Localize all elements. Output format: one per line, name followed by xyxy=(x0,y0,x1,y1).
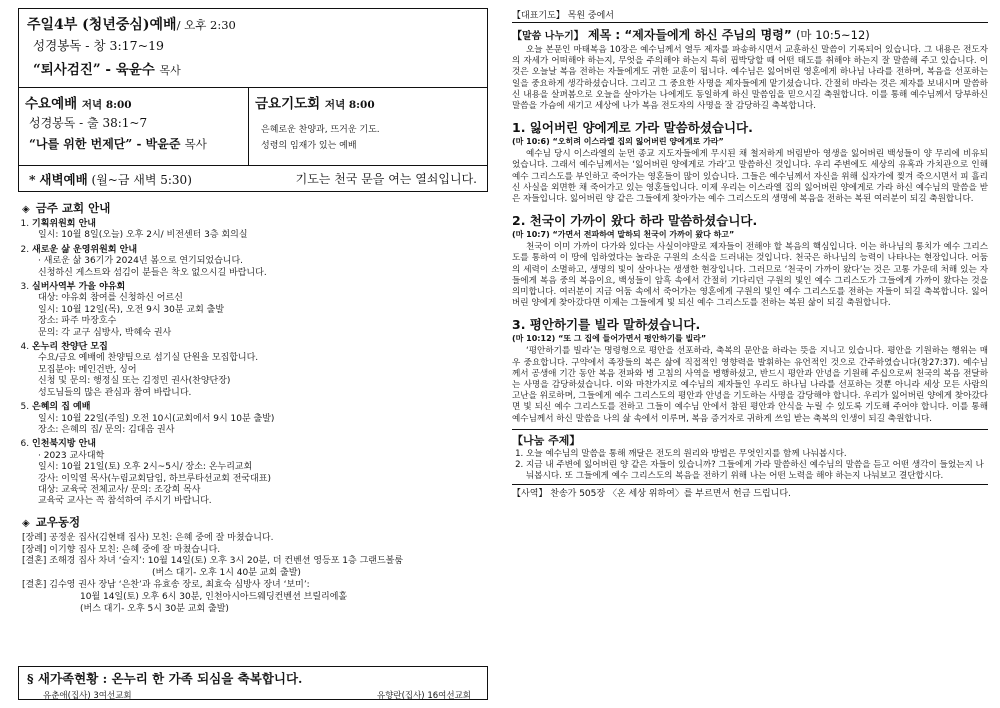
news-item xyxy=(32,439,488,507)
sunday-sermon-title: “퇴사검진” - 육윤수 xyxy=(33,62,155,78)
message-heading xyxy=(512,26,988,43)
sermon-points xyxy=(512,118,988,425)
dawn-service xyxy=(18,166,488,192)
news-item-detail: 신청 및 문의: 행정실 또는 김정민 권사(찬양단장) xyxy=(38,376,231,387)
new-family-box xyxy=(18,666,488,700)
member-news-row: [결혼] 김수영 권사 장남 ‘은찬’과 유효송 장로, 최효숙 심방사 장녀 ‘보미’: xyxy=(22,579,310,590)
news-list xyxy=(18,219,488,508)
friday-desc-2: 성령의 임재가 있는 예배 xyxy=(261,141,357,151)
new-family-member: 유향란(집사) 16여선교회 xyxy=(376,691,471,700)
news-item xyxy=(32,245,488,279)
sermon-point-body: ‘평안하기를 빌라’는 명령형으로 평안을 선포하라, 축복의 문안을 하라는 뜻을 지니고 있습니다. 평안을 기원하는 행위는 매우 중요합니다. 구약에서 족장들의 복은 삶에 직접적인 영향력을 발휘하는 유언적인 것으로 간주하였습니다(창27:37). 예수님께서 공생애 기간 동안 복음 전파와 병 고침의 사역을 병행하셨고, 반드시 평안과 안녕을 기원해 주십으로써 천국의 복음 전달하는 사명을 감당하셨습니다. 이와 마찬가지로 예수님의 제자들인 우리도 하나님 나라를 선포하는 것뿐 아니라 세상 모든 사람의 고난을 위로하며, 그들에게 예수 그리스도의 평안과 안녕을 기도하는 사명을 감당해야 합니다. 우리가 잃어버린 양에게 찾아갔다면 빛 되신 예수 그리스도를 전하고 그들이 예수님 안에서 참된 평안과 안식을 누릴 수 있도록 기도해 주어야 합니다. 이를 통해 예수님께서 하신 말씀을 나의 삶 속에서 이루며, 복음 증거자로 귀하게 쓰임 받는 축복의 인생이 되길 축원합니다. xyxy=(512,346,988,424)
message-label: 【말씀 나누기】 xyxy=(512,31,584,42)
news-item-detail: 일시: 10월 22일(주일) 오전 10시(교회에서 9시 10분 출발) xyxy=(38,413,275,424)
members-heading: ◈ 교우동정 xyxy=(22,514,81,529)
bulletin-right-panel xyxy=(512,8,988,700)
dawn-service-title: 새벽예배 xyxy=(39,171,88,187)
dawn-service-time: (월~금 새벽 5:30) xyxy=(91,172,192,187)
news-item-detail: 대상: 교육국 전체교사/ 문의: 조강희 목사 xyxy=(38,484,201,495)
news-item-detail: 일시: 10월 12일(목), 오전 9시 30분 교회 출발 xyxy=(38,304,225,315)
news-item-detail: 강사: 이익열 목사(누림교회담임, 하브루타선교회 전국대표) xyxy=(38,473,272,484)
wednesday-service-title: 수요예배 xyxy=(25,96,78,112)
wednesday-reading: 성경봉독 - 출 38:1~7 xyxy=(29,116,148,130)
sunday-reading: 성경봉독 - 창 3:17~19 xyxy=(33,38,164,53)
news-item-detail: 일시: 10월 21일(토) 오후 2시~5시/ 장소: 온누리교회 xyxy=(38,462,253,473)
sunday-service-time: / 오후 2:30 xyxy=(176,18,236,32)
discussion-list xyxy=(512,449,988,482)
news-item-detail: 장소: 은혜의 집/ 문의: 김대음 권사 xyxy=(38,424,175,435)
news-item-title: 2. 새로운 삶 운영위원회 안내 xyxy=(32,244,138,255)
weekday-services xyxy=(18,88,488,166)
sermon-point-body: 천국이 이미 가까이 다가와 있다는 사실이야말로 제자들이 전해야 할 복음의 핵심입니다. 이는 하나님의 통치가 예수 그리스도를 통하여 이 땅에 임하였다는 놀라운 구원의 소식을 드러내는 것입니다. 천국은 하나님의 능력이 나타나는 현장입니다. 어둠의 세력이 소멸하고, 생명의 빛이 살아나는 생생한 현장입니다. 그러므로 ‘천국이 가까이 왔다’는 것은 고통 가운데 처해 있는 자들에게 복음 중의 복음이요, 백성들이 암흑 속에서 간절히 기다리던 구원의 빛인 예수 그리스도가 그들에게 가까이 왔다는 것을 의미합니다. 여러분이 지금 어둠 속에서 죽어가는 영혼에게 구원의 빛인 예수 그리스도를 전하는 자들이 되길 축복합니다. 잃어버린 양에게 찾아갔다면 이제는 그들에게 빛 되신 예수 그리스도를 전하는 복된 삶이 되길 축원합니다. xyxy=(512,242,988,309)
sunday-service-title xyxy=(27,14,479,34)
sermon-point-verse: (마 10:7) “가면서 전파하여 말하되 천국이 가까이 왔다 하고” xyxy=(512,230,735,240)
bulletin-left-panel xyxy=(18,8,488,700)
member-news-row: [장례] 공정운 집사(김현태 집사) 모친: 은혜 중에 잘 마쳤습니다. xyxy=(22,532,274,543)
discussion-item: 2. 지금 내 주변에 잃어버린 양 같은 자들이 있습니까? 그들에게 가라 말씀하신 예수님의 말씀을 듣고 어떤 생각이 들었는지 나눠봅시다. 또 그들에게 예수 그리스도의 복음을 전하기 위해 나는 어떤 노력을 해야 하는지 나눠보고 결단합시다. xyxy=(526,460,988,482)
sunday-service-box xyxy=(18,8,488,88)
member-news-row: 10월 14일(토) 오후 6시 30분, 인천아시아드웨딩컨벤션 브릴리에홀 xyxy=(80,591,348,602)
discussion-item: 1. 오늘 예수님의 말씀을 통해 깨달은 전도의 원리와 방법은 무엇인지를 함께 나눠봅시다. xyxy=(526,449,988,460)
offering-text: 찬송가 505장 〈온 세상 위하여〉를 부르면서 헌금 드립니다. xyxy=(550,488,791,499)
sermon-point-verse: (마 10:12) “또 그 집에 들어가면서 평안하기를 빌라” xyxy=(512,334,707,344)
sunday-preacher-role: 목사 xyxy=(159,64,181,77)
news-item-title: 3. 실버사역부 가을 야유회 xyxy=(32,282,126,293)
diamond-icon: ◈ xyxy=(22,517,30,529)
discussion-section xyxy=(512,429,988,482)
news-item-title: 5. 은혜의 집 예배 xyxy=(32,402,91,413)
news-item-detail: 장소: 파주 마장호수 xyxy=(38,316,117,327)
news-item-detail: 성도님들의 많은 관심과 참여 바랍니다. xyxy=(38,387,192,398)
news-item-detail: 대상: 야유회 참여를 신청하신 어르신 xyxy=(38,293,183,304)
friday-service xyxy=(249,88,487,165)
news-item-detail: · 2023 교사대학 xyxy=(38,450,105,461)
news-item-detail: 문의: 각 교구 심방사, 박혜숙 권사 xyxy=(38,327,172,338)
new-family-title: § 새가족현황 : 온누리 한 가족 되심을 축복합니다. xyxy=(27,671,303,686)
friday-service-time: 저녁 8:00 xyxy=(324,99,375,111)
message-intro: 오늘 본문인 마태복음 10장은 예수님께서 열두 제자를 파송하시면서 교훈하신 말씀이 기록되어 있습니다. 그 내용은 전도자의 자세가 어떠해야 하는지, 무엇을 주의해야 하는지 특히 핍박당할 때 어떤 태도를 취해야 하는지 잘 말씀해 주고 있습니다. 이것은 오늘날 복음 전하는 자들에게도 귀한 교훈이 됩니다. 예수님은 잃어버린 영혼에게 하나님 나라를 전하며, 복음을 선포하는 일을 중요하게 생각하셨습니다. 그리고 그 중요한 사명을 제자들에게 맡기셨습니다. 간절히 바라는 것은 제자를 보내시며 말씀하신 내용을 살펴봄으로 오늘을 살아가는 나에게도 동일하게 하신 말씀임을 믿으시길 축원합니다. 이를 통해 예수님께서 당부하신 말씀을 가슴에 새기고 세상에 나가 복음 전도자의 사명을 잘 감당하길 축복합니다. xyxy=(512,45,988,112)
member-news-row: [결혼] 조해경 집사 차녀 ‘슬지’: 10월 14일(토) 오후 3시 20분, 더 컨벤션 영등포 1층 그랜드볼룸 xyxy=(22,556,404,567)
news-item xyxy=(32,219,488,242)
member-news-row: (버스 대기- 오후 5시 30분 교회 출발) xyxy=(80,603,229,614)
member-news-row: (버스 대기- 오후 1시 40분 교회 출발) xyxy=(152,568,301,579)
news-item xyxy=(32,402,488,436)
news-heading: ◈ 금주 교회 안내 xyxy=(22,201,111,215)
new-family-member: 유춘애(집사) 3여선교회 xyxy=(43,691,132,700)
friday-desc-1: 은혜로운 찬양과, 뜨거운 기도. xyxy=(261,125,380,135)
news-item-detail: · 새로운 삶 36기가 2024년 봄으로 연기되었습니다. xyxy=(38,256,244,267)
sermon-point-verse: (마 10:6) “오히려 이스라엘 집의 잃어버린 양에게로 가라” xyxy=(512,137,724,147)
message-title: 제목 : “제자들에게 하신 주님의 명령” xyxy=(587,28,792,42)
sermon-point-title: 1. 잃어버린 양에게로 가라 말씀하셨습니다. xyxy=(512,120,753,136)
message-reference: (마 10:5~12) xyxy=(795,28,870,42)
news-item-detail: 모집분야: 메인건반, 싱어 xyxy=(38,364,137,375)
news-item-title: 4. 온누리 찬양단 모집 xyxy=(32,342,108,353)
prayer-value: 목원 중에서 xyxy=(567,11,614,21)
friday-service-title: 금요기도회 xyxy=(255,96,321,112)
wednesday-service-time: 저녁 8:00 xyxy=(81,99,132,111)
prayer-label: 【대표기도】 xyxy=(512,11,565,21)
news-item-detail: 신청하신 게스트와 섬김이 분들은 착오 없으시길 바랍니다. xyxy=(38,267,267,278)
wednesday-preacher-role: 목사 xyxy=(184,137,207,151)
dawn-motto: 기도는 천국 문을 여는 열쇠입니다. xyxy=(295,172,477,186)
sunday-sermon xyxy=(33,58,479,78)
sermon-point-title: 3. 평안하기를 빌라 말하셨습니다. xyxy=(512,317,701,333)
member-news xyxy=(22,533,488,616)
news-item-detail: 수요/금요 예배에 찬양팀으로 섬기실 단원을 모집합니다. xyxy=(38,353,259,364)
dawn-star: * xyxy=(29,171,36,187)
news-item-detail: 일시: 10월 8일(오늘) 오후 2시/ 비전센터 3층 회의실 xyxy=(38,230,248,241)
news-item xyxy=(32,342,488,399)
news-item-title: 1. 기획위원회 안내 xyxy=(32,219,96,229)
sermon-point-body: 예수님 당시 이스라엘의 눈먼 종교 지도자들에게 무시된 채 철저하게 버림받아 영생을 잃어버린 백성들이 양 무리에 비유되었습니다. 그래서 예수님께서는 ‘잃어버린 양에게로 가라’고 말씀하신 것입니다. 우리 주변에도 세상의 유혹과 가치관으로 인해 예수 그리스도를 부인하고 죽어가는 영혼들이 많이 있습니다. 그들은 예수님께서 자신을 위해 십자가에 찢겨 죽으시면서 피 흘리신 사실을 외면한 채 죽어가고 있는 영혼들입니다. 이제 우리는 이스라엘 집의 잃어버린 양에게로 가라 하신 예수님의 말씀을 받은 자들입니다. 잃어버린 양 같은 그들에게 찾아가는 예수 그리스도의 생명에 복음을 전하는 복된 여러분이 되길 축원합니다. xyxy=(512,149,988,205)
sunday-service-name: 주일4부 (청년중심)예배 xyxy=(27,17,177,33)
diamond-icon: ◈ xyxy=(22,204,30,215)
offering-label: 【사역】 xyxy=(512,488,548,499)
wednesday-service xyxy=(19,88,249,165)
news-item-detail: 교육국 교사는 꼭 참석하여 주시기 바랍니다. xyxy=(38,496,212,507)
representative-prayer xyxy=(512,8,988,23)
news-item xyxy=(32,282,488,339)
offering-line xyxy=(512,484,988,499)
news-item-title: 6. 인천북지방 안내 xyxy=(32,439,96,450)
wednesday-sermon-title: “나를 위한 번제단” - 박윤준 xyxy=(29,137,181,151)
sermon-point-title: 2. 천국이 가까이 왔다 하라 말씀하셨습니다. xyxy=(512,213,758,229)
member-news-row: [장례] 이기향 집사 모친: 은혜 중에 잘 마쳤습니다. xyxy=(22,544,221,555)
discussion-label: 【나눔 주제】 xyxy=(512,433,581,447)
